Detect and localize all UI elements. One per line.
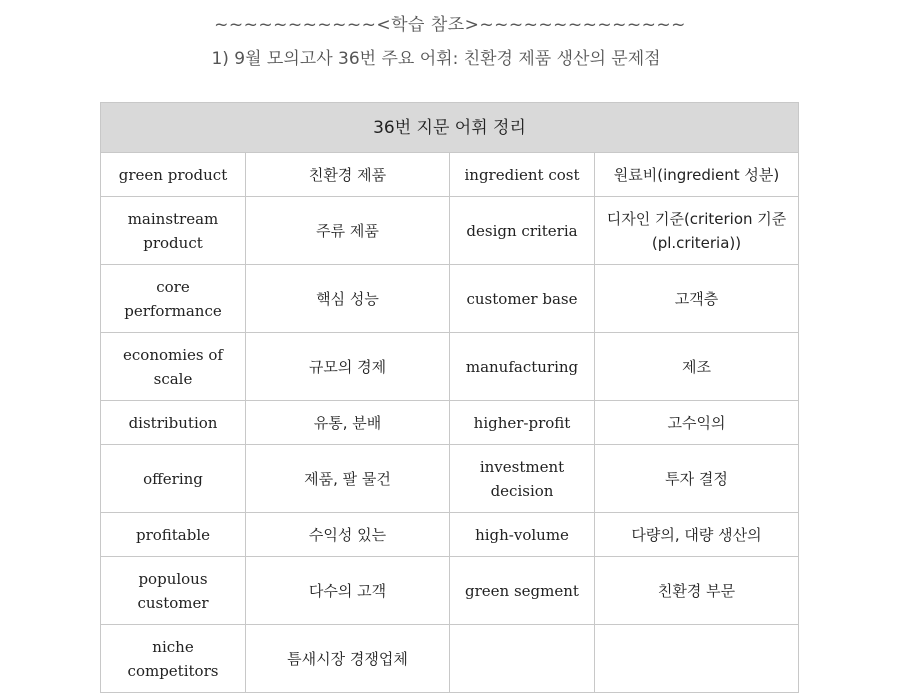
term-cell: higher-profit xyxy=(450,401,595,445)
term-cell: mainstream product xyxy=(101,197,246,265)
vocabulary-table xyxy=(100,102,799,693)
term-cell: high-volume xyxy=(450,513,595,557)
table-title: 36번 지문 어휘 정리 xyxy=(101,103,799,153)
term-cell: green product xyxy=(101,153,246,197)
meaning-cell: 유통, 분배 xyxy=(246,401,450,445)
meaning-cell: 규모의 경제 xyxy=(246,333,450,401)
table-row xyxy=(101,401,799,445)
term-cell: green segment xyxy=(450,557,595,625)
meaning-cell: 디자인 기준(criterion 기준 (pl.criteria)) xyxy=(595,197,799,265)
term-cell: offering xyxy=(101,445,246,513)
meaning-cell: 다량의, 대량 생산의 xyxy=(595,513,799,557)
term-cell: investment decision xyxy=(450,445,595,513)
table-row xyxy=(101,513,799,557)
vocabulary-table-body xyxy=(101,153,799,693)
meaning-cell: 투자 결정 xyxy=(595,445,799,513)
term-cell: economies of scale xyxy=(101,333,246,401)
table-row xyxy=(101,333,799,401)
term-cell: profitable xyxy=(101,513,246,557)
term-cell xyxy=(450,625,595,693)
meaning-cell: 제조 xyxy=(595,333,799,401)
table-row xyxy=(101,197,799,265)
term-cell: core performance xyxy=(101,265,246,333)
header-subtitle: 1) 9월 모의고사 36번 주요 어휘: 친환경 제품 생산의 문제점 xyxy=(211,49,661,69)
term-cell: manufacturing xyxy=(450,333,595,401)
table-row xyxy=(101,153,799,197)
meaning-cell: 친환경 제품 xyxy=(246,153,450,197)
term-cell: design criteria xyxy=(450,197,595,265)
meaning-cell: 주류 제품 xyxy=(246,197,450,265)
meaning-cell: 다수의 고객 xyxy=(246,557,450,625)
table-row xyxy=(101,445,799,513)
table-row xyxy=(101,265,799,333)
term-cell: niche competitors xyxy=(101,625,246,693)
term-cell: ingredient cost xyxy=(450,153,595,197)
term-cell: populous customer xyxy=(101,557,246,625)
term-cell: distribution xyxy=(101,401,246,445)
header-title: ~~~~~~~~~~~<학습 참조>~~~~~~~~~~~~~~ xyxy=(214,15,686,35)
meaning-cell: 틈새시장 경쟁업체 xyxy=(246,625,450,693)
term-cell: customer base xyxy=(450,265,595,333)
table-row xyxy=(101,625,799,693)
table-row xyxy=(101,557,799,625)
meaning-cell xyxy=(595,625,799,693)
meaning-cell: 친환경 부문 xyxy=(595,557,799,625)
meaning-cell: 고객층 xyxy=(595,265,799,333)
meaning-cell: 제품, 팔 물건 xyxy=(246,445,450,513)
meaning-cell: 원료비(ingredient 성분) xyxy=(595,153,799,197)
meaning-cell: 수익성 있는 xyxy=(246,513,450,557)
meaning-cell: 핵심 성능 xyxy=(246,265,450,333)
meaning-cell: 고수익의 xyxy=(595,401,799,445)
